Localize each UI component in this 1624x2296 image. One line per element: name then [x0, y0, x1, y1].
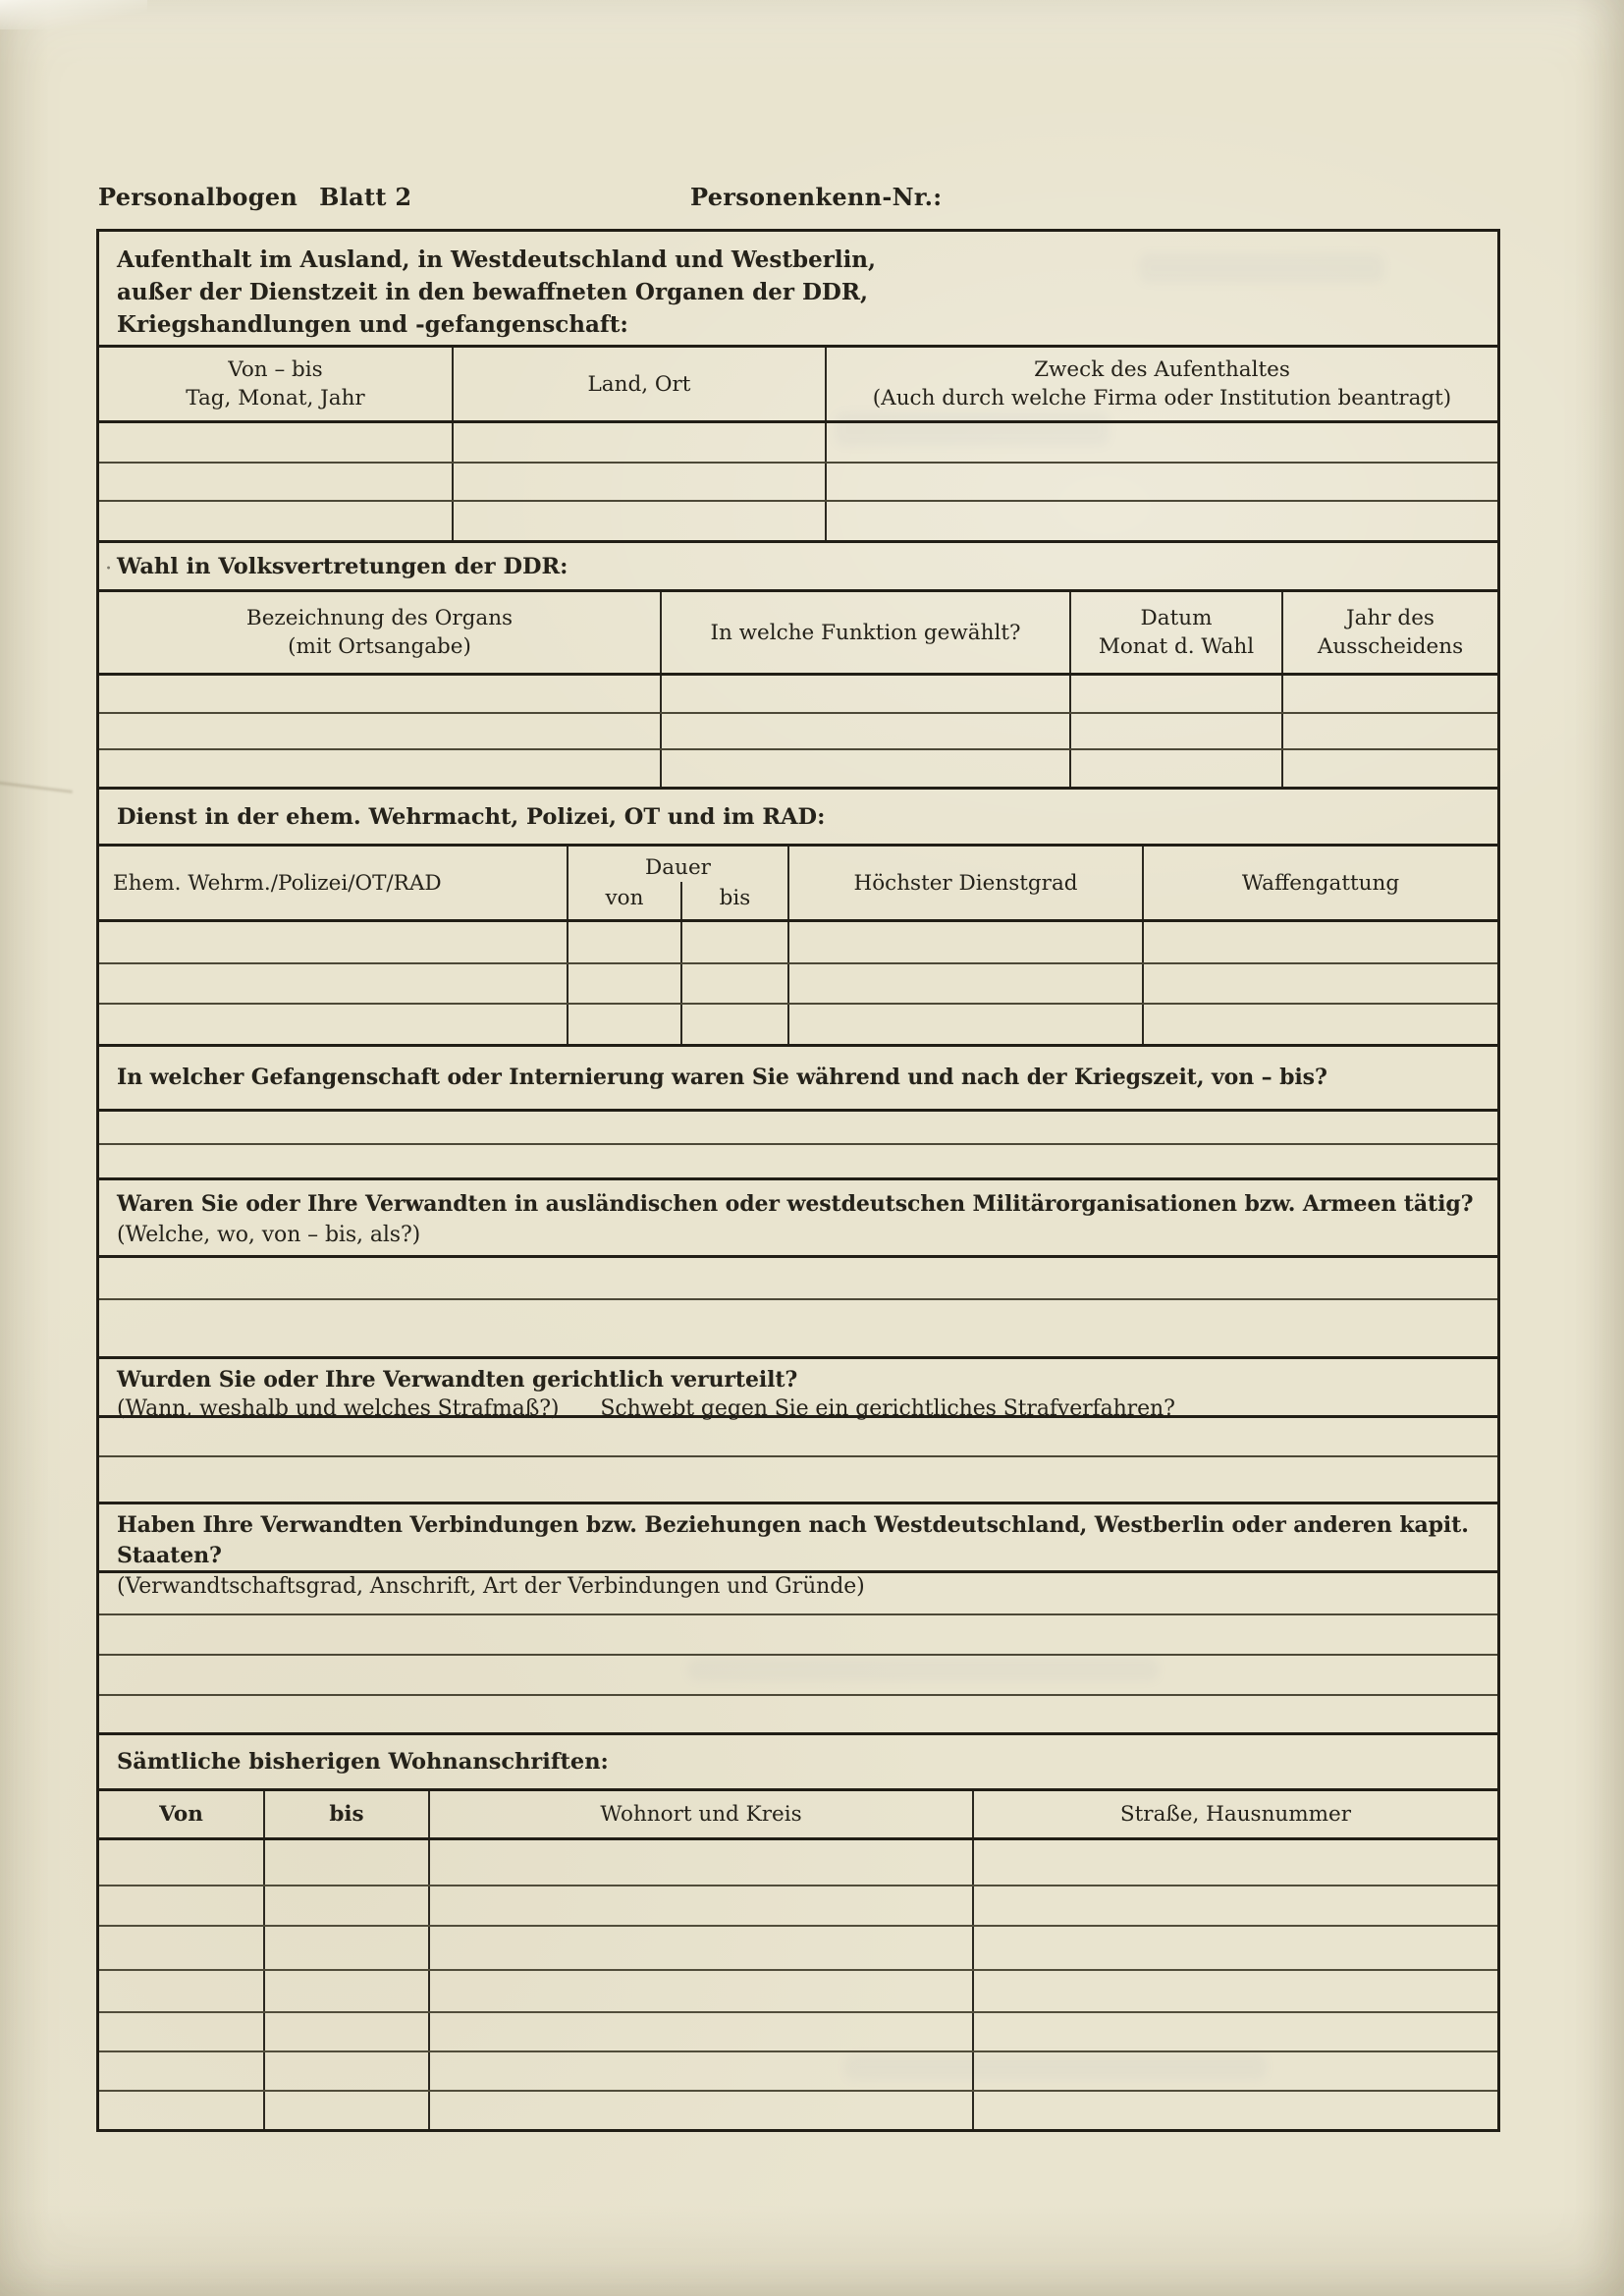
cell-jahr-ausscheiden[interactable]	[1283, 750, 1497, 787]
cell-von[interactable]	[99, 1971, 265, 2011]
answer-area-militaer	[99, 1258, 1497, 1359]
cell-von[interactable]	[99, 1927, 265, 1969]
sheet-number: Blatt 2	[319, 183, 412, 211]
dauer-von-label: von	[568, 882, 682, 919]
table-row	[99, 1840, 1497, 1885]
cell-land-ort[interactable]	[454, 464, 827, 500]
col-header-wohnort: Wohnort und Kreis	[430, 1791, 974, 1837]
cell-jahr-ausscheiden[interactable]	[1283, 676, 1497, 712]
cell-dienstgrad[interactable]	[789, 964, 1144, 1003]
cell-waffengattung[interactable]	[1144, 1005, 1497, 1044]
table-row	[99, 1925, 1497, 1969]
cell-bis[interactable]	[265, 1840, 430, 1885]
table-row	[99, 712, 1497, 748]
answer-area-verurteilt	[99, 1418, 1497, 1504]
question-text: In welcher Gefangenschaft oder Internierung waren Sie während und nach der Kriegszeit, von – bis?	[117, 1065, 1327, 1090]
wohnanschriften-table-header	[99, 1791, 1497, 1840]
cell-von-bis[interactable]	[99, 502, 454, 540]
table-row	[99, 1969, 1497, 2011]
cell-strasse[interactable]	[974, 2013, 1497, 2050]
cell-von[interactable]	[99, 2092, 265, 2129]
cell-von[interactable]	[99, 1886, 265, 1925]
cell-bis[interactable]	[265, 2013, 430, 2050]
cell-dauer-bis[interactable]	[682, 964, 789, 1003]
col-header-ehem-wehrm: Ehem. Wehrm./Polizei/OT/RAD	[99, 847, 568, 919]
cell-bis[interactable]	[265, 1971, 430, 2011]
dienst-table-header	[99, 847, 1497, 922]
answer-line[interactable]	[99, 1298, 1497, 1356]
col-header-organ: Bezeichnung des Organs (mit Ortsangabe)	[99, 592, 662, 673]
dauer-von-bis	[568, 882, 787, 919]
aufenthalt-title-line2: außer der Dienstzeit in den bewaffneten Organen der DDR,	[117, 279, 868, 305]
col-header-dienstgrad: Höchster Dienstgrad	[789, 847, 1144, 919]
answer-line[interactable]	[99, 1654, 1497, 1694]
cell-organ[interactable]	[99, 714, 662, 748]
cell-dienstgrad[interactable]	[789, 922, 1144, 962]
question-hint: (Verwandtschaftsgrad, Anschrift, Art der Verbindungen und Gründe)	[117, 1574, 865, 1599]
col-header-zweck: Zweck des Aufenthaltes (Auch durch welche Firma oder Institution beantragt)	[872, 357, 1452, 410]
cell-von[interactable]	[99, 2013, 265, 2050]
aufenthalt-title-line1: Aufenthalt im Ausland, in Westdeutschland und Westberlin,	[117, 246, 877, 273]
cell-einheit[interactable]	[99, 922, 568, 962]
cell-jahr-ausscheiden[interactable]	[1283, 714, 1497, 748]
answer-line[interactable]	[99, 1613, 1497, 1654]
cell-organ[interactable]	[99, 676, 662, 712]
cell-bis[interactable]	[265, 1886, 430, 1925]
dauer-label: Dauer	[645, 855, 711, 880]
cell-von-bis[interactable]	[99, 464, 454, 500]
aufenthalt-table-body	[99, 423, 1497, 543]
answer-line[interactable]	[99, 1112, 1497, 1143]
cell-wohnort[interactable]	[430, 2013, 974, 2050]
person-id-label: Personenkenn-Nr.:	[690, 183, 943, 211]
cell-wohnort[interactable]	[430, 1886, 974, 1925]
cell-zweck[interactable]	[827, 423, 1497, 462]
cell-dauer-bis[interactable]	[682, 922, 789, 962]
cell-organ[interactable]	[99, 750, 662, 787]
table-row	[99, 962, 1497, 1003]
table-row	[99, 2090, 1497, 2129]
personalbogen-form	[96, 229, 1500, 2132]
cell-dauer-von[interactable]	[568, 922, 682, 962]
cell-einheit[interactable]	[99, 1005, 568, 1044]
wahl-table-header	[99, 592, 1497, 676]
answer-area-gefangenschaft	[99, 1112, 1497, 1180]
answer-line[interactable]	[99, 1258, 1497, 1298]
wohnanschriften-title-text: Sämtliche bisherigen Wohnanschriften:	[117, 1749, 609, 1775]
col-header-bis: bis	[265, 1791, 430, 1837]
cell-wohnort[interactable]	[430, 2052, 974, 2090]
col-header-funktion: In welche Funktion gewählt?	[662, 592, 1071, 673]
wahl-table-body	[99, 676, 1497, 790]
wahl-title-text: · Wahl in Volksvertretungen der DDR:	[117, 554, 568, 579]
cell-wohnort[interactable]	[430, 1927, 974, 1969]
cell-strasse[interactable]	[974, 1886, 1497, 1925]
col-header-datum-wahl: Datum Monat d. Wahl	[1071, 592, 1283, 673]
cell-waffengattung[interactable]	[1144, 922, 1497, 962]
cell-von[interactable]	[99, 1840, 265, 1885]
table-row	[99, 2050, 1497, 2090]
cell-funktion[interactable]	[662, 750, 1071, 787]
table-row	[99, 423, 1497, 462]
col-header-strasse: Straße, Hausnummer	[1119, 1802, 1352, 1827]
answer-line[interactable]	[99, 1143, 1497, 1177]
question-gefangenschaft	[99, 1047, 1497, 1112]
cell-waffengattung[interactable]	[1144, 964, 1497, 1003]
col-header-von: Von	[99, 1791, 265, 1837]
col-header-jahr-ausscheiden: Jahr des Ausscheidens	[1317, 606, 1464, 659]
cell-dienstgrad[interactable]	[789, 1005, 1144, 1044]
cell-strasse[interactable]	[974, 2052, 1497, 2090]
answer-area-verbindungen	[99, 1573, 1497, 1735]
table-row	[99, 1003, 1497, 1044]
table-row	[99, 1885, 1497, 1925]
cell-wohnort[interactable]	[430, 2092, 974, 2129]
cell-von-bis[interactable]	[99, 423, 454, 462]
question-hint: (Wann, weshalb und welches Strafmaß?)	[117, 1396, 560, 1421]
dienst-title-text: Dienst in der ehem. Wehrmacht, Polizei, OT und im RAD:	[117, 803, 826, 830]
scan-corner-highlight	[0, 0, 147, 29]
cell-strasse[interactable]	[974, 1927, 1497, 1969]
cell-bis[interactable]	[265, 2092, 430, 2129]
dauer-bis-label: bis	[719, 886, 751, 910]
question-text-2: Schwebt gegen Sie ein gerichtliches Strafverfahren?	[600, 1396, 1175, 1421]
cell-strasse[interactable]	[974, 2092, 1497, 2129]
cell-datum-wahl[interactable]	[1071, 676, 1283, 712]
question-text: Wurden Sie oder Ihre Verwandten gerichtlich verurteilt?	[117, 1367, 798, 1393]
cell-bis[interactable]	[265, 2052, 430, 2090]
section-title-aufenthalt	[99, 232, 1497, 348]
cell-funktion[interactable]	[662, 676, 1071, 712]
col-header-waffengattung: Waffengattung	[1241, 870, 1400, 896]
aufenthalt-title-line3: Kriegshandlungen und -gefangenschaft:	[117, 311, 628, 338]
dienst-table-body	[99, 922, 1497, 1047]
cell-land-ort[interactable]	[454, 423, 827, 462]
answer-line[interactable]	[99, 1694, 1497, 1732]
answer-line[interactable]	[99, 1455, 1497, 1502]
table-row	[99, 748, 1497, 787]
table-row	[99, 462, 1497, 500]
question-verurteilt	[99, 1359, 1497, 1421]
table-row	[99, 500, 1497, 540]
cell-zweck[interactable]	[827, 502, 1497, 540]
cell-datum-wahl[interactable]	[1071, 714, 1283, 748]
section-title-dienst	[99, 790, 1497, 847]
question-text: Waren Sie oder Ihre Verwandten in ausländischen oder westdeutschen Militärorganisationen bzw. Armeen tätig?	[117, 1191, 1474, 1217]
col-header-land-ort: Land, Ort	[454, 348, 827, 420]
cell-strasse[interactable]	[974, 1840, 1497, 1885]
answer-line[interactable]	[99, 1573, 1497, 1613]
cell-einheit[interactable]	[99, 964, 568, 1003]
table-row	[99, 922, 1497, 962]
col-header-dauer	[568, 847, 789, 919]
table-row	[99, 676, 1497, 712]
aufenthalt-table-header	[99, 348, 1497, 423]
section-title-wahl	[99, 543, 1497, 592]
table-row	[99, 2011, 1497, 2050]
question-militaer	[99, 1180, 1497, 1258]
section-title-wohnanschriften	[99, 1735, 1497, 1791]
cell-zweck[interactable]	[827, 464, 1497, 500]
cell-dauer-von[interactable]	[568, 964, 682, 1003]
cell-land-ort[interactable]	[454, 502, 827, 540]
cell-dauer-von[interactable]	[568, 1005, 682, 1044]
cell-funktion[interactable]	[662, 714, 1071, 748]
wohnanschriften-table-body	[99, 1840, 1497, 2129]
cell-von[interactable]	[99, 2052, 265, 2090]
question-text: Haben Ihre Verwandten Verbindungen bzw. Beziehungen nach Westdeutschland, Westberlin oder anderen kapit. Staaten?	[117, 1512, 1469, 1568]
cell-datum-wahl[interactable]	[1071, 750, 1283, 787]
form-title: Personalbogen	[98, 183, 298, 211]
paper-crease	[0, 781, 73, 793]
cell-bis[interactable]	[265, 1927, 430, 1969]
question-hint: (Welche, wo, von – bis, als?)	[117, 1223, 421, 1247]
answer-line[interactable]	[99, 1418, 1497, 1455]
cell-wohnort[interactable]	[430, 1971, 974, 2011]
question-verbindungen	[99, 1504, 1497, 1599]
cell-strasse[interactable]	[974, 1971, 1497, 2011]
cell-wohnort[interactable]	[430, 1840, 974, 1885]
cell-dauer-bis[interactable]	[682, 1005, 789, 1044]
col-header-von-bis: Von – bis Tag, Monat, Jahr	[99, 348, 454, 420]
page-header	[98, 183, 1502, 211]
